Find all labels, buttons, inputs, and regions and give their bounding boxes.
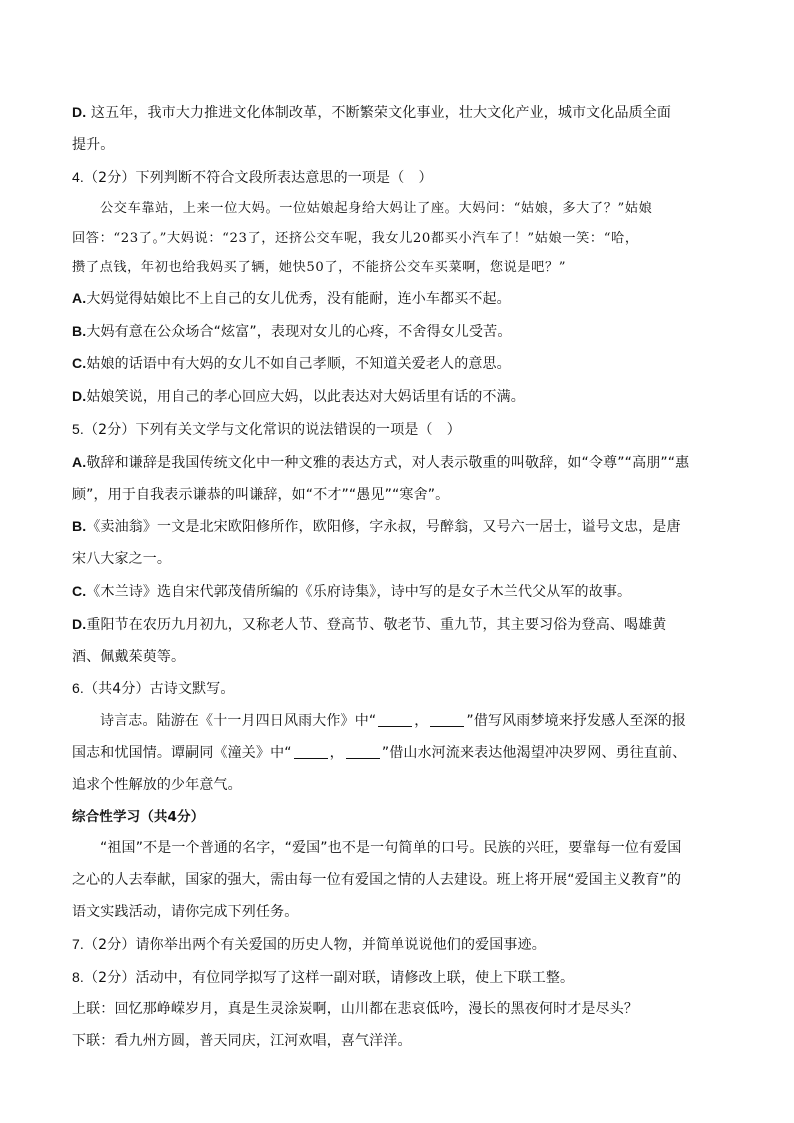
q4-passage-line-2: 回答：“23了。”大妈说：“23了，还挤公交车呢，我女儿20都买小汽车了！”姑娘一笑：“哈， bbox=[72, 230, 639, 246]
option-letter: D. bbox=[72, 388, 87, 405]
question-number: 5. bbox=[72, 421, 84, 438]
question-number: 8. bbox=[72, 968, 84, 985]
q4-passage-line-1: 公交车靠站，上来一位大妈。一位姑娘起身给大妈让了座。大妈问：“姑娘，多大了？”姑娘 bbox=[100, 201, 653, 217]
q5-option-a bbox=[72, 447, 712, 480]
question-text: （2分）下列判断不符合文段所表达意思的一项是（ ） bbox=[83, 169, 433, 186]
blank-separator: ， bbox=[414, 713, 429, 730]
option-letter: A. bbox=[72, 453, 87, 470]
exam-page bbox=[72, 97, 712, 1058]
q3-option-d bbox=[72, 97, 712, 130]
q5-option-a-cont: 顾”，用于自我表示谦恭的叫谦辞，如“不才”“愚见”“寒舍”。 bbox=[72, 486, 450, 503]
fill-blank[interactable] bbox=[346, 744, 380, 759]
option-text: 大妈觉得姑娘比不上自己的女儿优秀，没有能耐，连小车都买不起。 bbox=[86, 290, 511, 307]
q5-option-c bbox=[72, 576, 712, 609]
question-text: （2分）活动中，有位同学拟写了这样一副对联，请修改上联，使上下联工整。 bbox=[83, 969, 575, 986]
q4-option-c bbox=[72, 348, 712, 381]
section-title: 综合性学习（共4分） bbox=[72, 808, 205, 825]
q4-passage-line-3: 攒了点钱，年初也给我妈买了辆，她快50了，不能挤公交车买菜啊，您说是吧？” bbox=[72, 260, 567, 276]
section-para-line-1: “祖国”不是一个普通的名字，“爱国”也不是一句简单的口号。民族的兴旺，要靠每一位有爱国 bbox=[100, 840, 682, 857]
q5-option-b bbox=[72, 511, 712, 544]
q4-option-b bbox=[72, 316, 712, 349]
option-text: 敬辞和谦辞是我国传统文化中一种文雅的表达方式，对人表示敬重的叫敬辞，如“令尊”“高朋”“惠 bbox=[86, 454, 690, 471]
couplet-upper: 上联：回忆那峥嵘岁月，真是生灵涂炭啊，山川都在悲哀低吟，漫长的黑夜何时才是尽头？ bbox=[72, 1001, 638, 1018]
option-text: 《卖油翁》一文是北宋欧阳修所作，欧阳修，字永叔，号醉翁，又号六一居士，谥号文忠，是唐 bbox=[86, 519, 681, 536]
q6-para-line-2 bbox=[72, 738, 712, 770]
option-letter: D. bbox=[72, 104, 87, 120]
question-text: （共4分）古诗文默写。 bbox=[83, 681, 235, 698]
text-segment: ”借写风雨梦境来抒发感人至深的报 bbox=[466, 713, 687, 730]
option-text: 大妈有意在公众场合“炫富”，表现对女儿的心疼，不舍得女儿受苦。 bbox=[86, 323, 512, 340]
text-segment: 国志和忧国情。谭嗣同《潼关》中“ bbox=[72, 745, 292, 762]
text-segment: ”借山水河流来表达他渴望冲决罗网、勇往直前、 bbox=[381, 745, 687, 762]
q7-stem bbox=[72, 929, 712, 962]
option-text: 重阳节在农历九月初九，又称老人节、登高节、敬老节、重九节，其主要习俗为登高、喝雄黄 bbox=[86, 616, 667, 633]
question-number: 7. bbox=[72, 935, 84, 952]
q6-para-line-3: 追求个性解放的少年意气。 bbox=[72, 776, 242, 793]
option-text: 《木兰诗》选自宋代郭茂倩所编的《乐府诗集》，诗中写的是女子木兰代父从军的故事。 bbox=[86, 584, 632, 601]
text-segment: 诗言志。陆游在《十一月四日风雨大作》中“ bbox=[100, 713, 377, 730]
fill-blank[interactable] bbox=[378, 712, 412, 727]
q4-option-a bbox=[72, 283, 712, 316]
question-text: （2分）下列有关文学与文化常识的说法错误的一项是（ ） bbox=[83, 422, 461, 439]
option-text: 这五年，我市大力推进文化体制改革，不断繁荣文化事业，壮大文化产业，城市文化品质全面 bbox=[90, 105, 672, 121]
section-para-line-2: 之心的人去奉献，国家的强大，需由每一位有爱国之情的人去建设。班上将开展“爱国主义教育”的 bbox=[72, 872, 682, 889]
option-text: 姑娘的话语中有大妈的女儿不如自己孝顺，不知道关爱老人的意思。 bbox=[86, 356, 511, 373]
q6-stem bbox=[72, 673, 712, 706]
option-letter: C. bbox=[72, 583, 87, 600]
q5-option-d bbox=[72, 609, 712, 642]
blank-separator: ， bbox=[329, 745, 344, 762]
q6-para-line-1 bbox=[72, 706, 712, 738]
couplet-lower: 下联：看九州方圆，普天同庆，江河欢唱，喜气洋洋。 bbox=[72, 1033, 412, 1050]
option-letter: B. bbox=[72, 322, 87, 339]
fill-blank[interactable] bbox=[294, 744, 328, 759]
q8-stem bbox=[72, 962, 712, 995]
q3-option-d-cont: 提升。 bbox=[72, 136, 115, 153]
section-para-line-3: 语文实践活动，请你完成下列任务。 bbox=[72, 904, 299, 921]
question-text: （2分）请你举出两个有关爱国的历史人物，并简单说说他们的爱国事迹。 bbox=[83, 936, 546, 953]
option-text: 姑娘笑说，用自己的孝心回应大妈，以此表达对大妈话里有话的不满。 bbox=[86, 389, 525, 406]
question-number: 6. bbox=[72, 680, 84, 697]
q5-option-b-cont: 宋八大家之一。 bbox=[72, 551, 172, 568]
q4-option-d bbox=[72, 381, 712, 414]
q5-stem bbox=[72, 414, 712, 447]
option-letter: B. bbox=[72, 518, 87, 535]
q4-stem bbox=[72, 162, 712, 195]
question-number: 4. bbox=[72, 168, 84, 185]
option-letter: D. bbox=[72, 615, 87, 632]
q5-option-d-cont: 酒、佩戴茱萸等。 bbox=[72, 648, 186, 665]
option-letter: C. bbox=[72, 355, 87, 372]
option-letter: A. bbox=[72, 289, 87, 306]
fill-blank[interactable] bbox=[430, 712, 464, 727]
